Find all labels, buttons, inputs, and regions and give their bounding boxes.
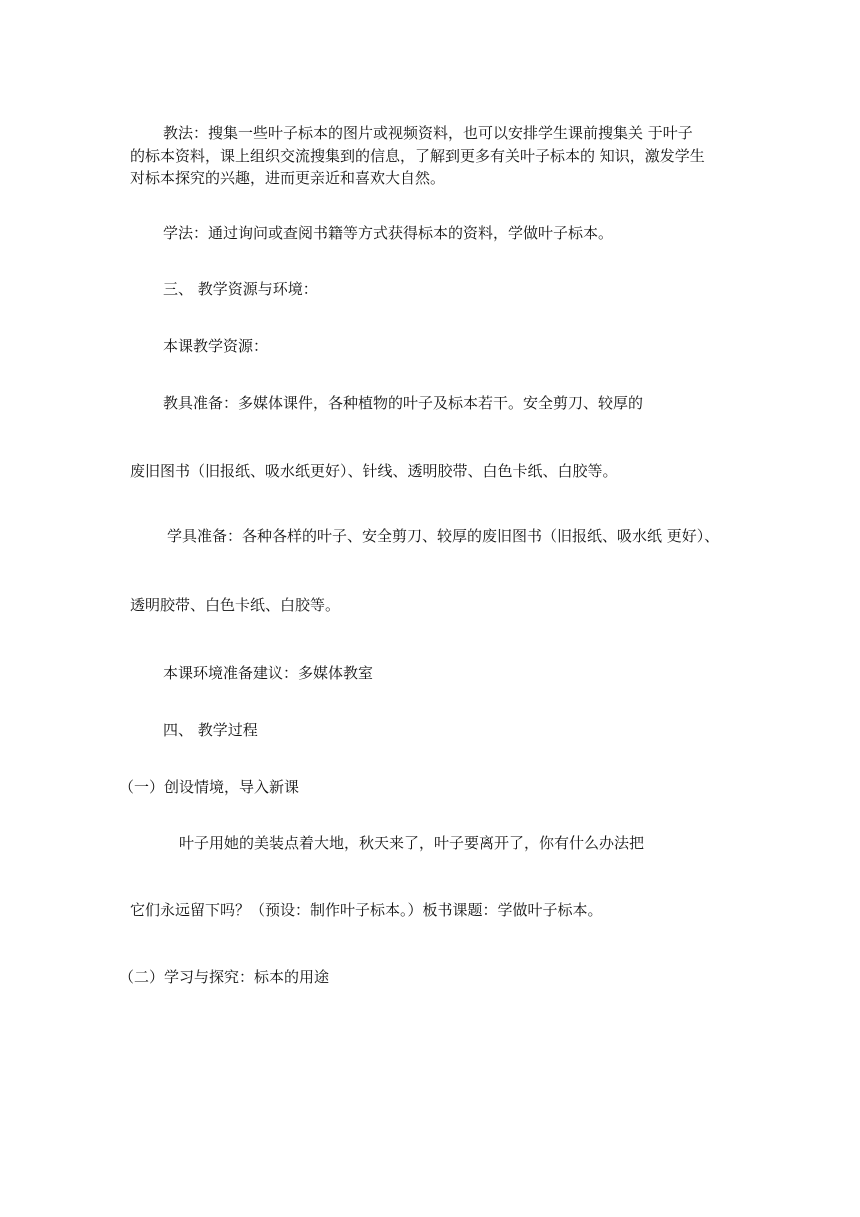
- paragraph-method-teaching-line-3: 对标本探究的兴趣，进而更亲近和喜欢大自然。: [130, 169, 446, 187]
- subsection-heading-specimen-uses: （二）学习与探究：标本的用途: [119, 968, 330, 986]
- paragraph-introduction-line-2: 它们永远留下吗？（预设：制作叶子标本。）板书课题：学做叶子标本。: [130, 901, 603, 919]
- section-heading-resources: 三、 教学资源与环境：: [163, 280, 318, 298]
- paragraph-method-teaching-line-1: 教法：搜集一些叶子标本的图片或视频资料，也可以安排学生课前搜集关 于叶子: [163, 124, 693, 142]
- paragraph-method-teaching-line-2: 的标本资料，课上组织交流搜集到的信息，了解到更多有关叶子标本的 知识，激发学生: [130, 147, 705, 165]
- paragraph-teacher-prep-line-1: 教具准备：多媒体课件，各种植物的叶子及标本若干。安全剪刀、较厚的: [163, 394, 644, 412]
- paragraph-introduction-line-1: 叶子用她的美装点着大地，秋天来了，叶子要离开了，你有什么办法把: [179, 834, 645, 852]
- paragraph-student-prep-line-2: 透明胶带、白色卡纸、白胶等。: [130, 596, 341, 614]
- paragraph-resources-label: 本课教学资源：: [163, 337, 269, 355]
- paragraph-environment: 本课环境准备建议：多媒体教室: [163, 664, 374, 682]
- paragraph-student-prep-line-1: 学具准备：各种各样的叶子、安全剪刀、较厚的废旧图书（旧报纸、吸水纸 更好）、: [167, 527, 720, 545]
- paragraph-method-learning: 学法：通过询问或查阅书籍等方式获得标本的资料，学做叶子标本。: [163, 224, 614, 242]
- paragraph-teacher-prep-line-2: 废旧图书（旧报纸、吸水纸更好）、针线、透明胶带、白色卡纸、白胶等。: [130, 462, 618, 480]
- subsection-heading-introduction: （一）创设情境，导入新课: [119, 778, 300, 796]
- section-heading-process: 四、 教学过程: [163, 721, 258, 739]
